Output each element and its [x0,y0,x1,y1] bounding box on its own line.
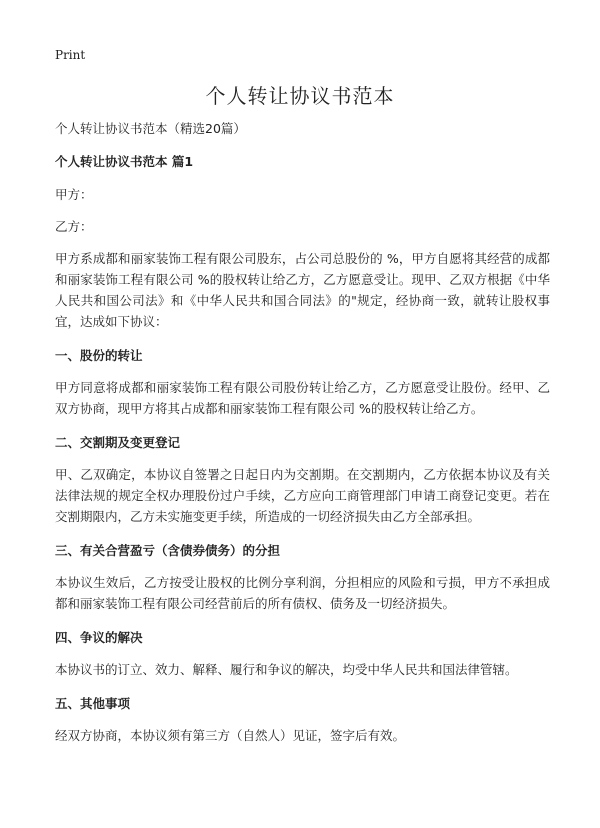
party-a-line: 甲方： [55,187,93,202]
document-content [55,118,550,759]
print-link[interactable]: Print [55,48,86,62]
section-body-3: 本协议生效后，乙方按受让股权的比例分享利润，分担相应的风险和亏损，甲方不承担成都和丽家装饰工程有限公司经营前后的所有债权、债务及一切经济损失。 [55,575,550,611]
section-heading-3: 三、有关合营盈亏（含债券债务）的分担 [55,543,281,558]
section-heading-5: 五、其他事项 [55,696,131,711]
section-body-4: 本协议书的订立、效力、解释、履行和争议的解决，均受中华人民共和国法律管辖。 [55,662,518,677]
section-body-5: 经双方协商，本协议须有第三方（自然人）见证，签字后有效。 [55,728,406,743]
section-heading-1: 一、股份的转让 [55,348,143,363]
intro-paragraph: 甲方系成都和丽家装饰工程有限公司股东，占公司总股份的 %，甲方自愿将其经营的成都和丽家装饰工程有限公司 %的股权转让给乙方，乙方愿意受让。现甲、乙双方根据《中华人民共和国公司法》和《中华人民共和国合同法》的"规定，经协商一致，就转让股权事宜，达成如下协议： [55,251,550,329]
document-title: 个人转让协议书范本 [205,84,395,108]
section-heading-2: 二、交割期及变更登记 [55,435,181,450]
party-b-line: 乙方： [55,219,93,234]
article-title: 个人转让协议书范本 篇1 [55,154,194,169]
section-body-2: 甲、乙双确定，本协议自签署之日起日内为交割期。在交割期内，乙方依据本协议及有关法律法规的规定全权办理股份过户手续，乙方应向工商管理部门申请工商登记变更。若在交割期限内，乙方未实施变更手续，所造成的一切经济损失由乙方全部承担。 [55,467,550,524]
document-subtitle: 个人转让协议书范本（精选20篇） [55,121,246,136]
section-body-1: 甲方同意将成都和丽家装饰工程有限公司股份转让给乙方，乙方愿意受让股份。经甲、乙双方协商，现甲方将其占成都和丽家装饰工程有限公司 %的股权转让给乙方。 [55,380,550,416]
section-heading-4: 四、争议的解决 [55,630,143,645]
